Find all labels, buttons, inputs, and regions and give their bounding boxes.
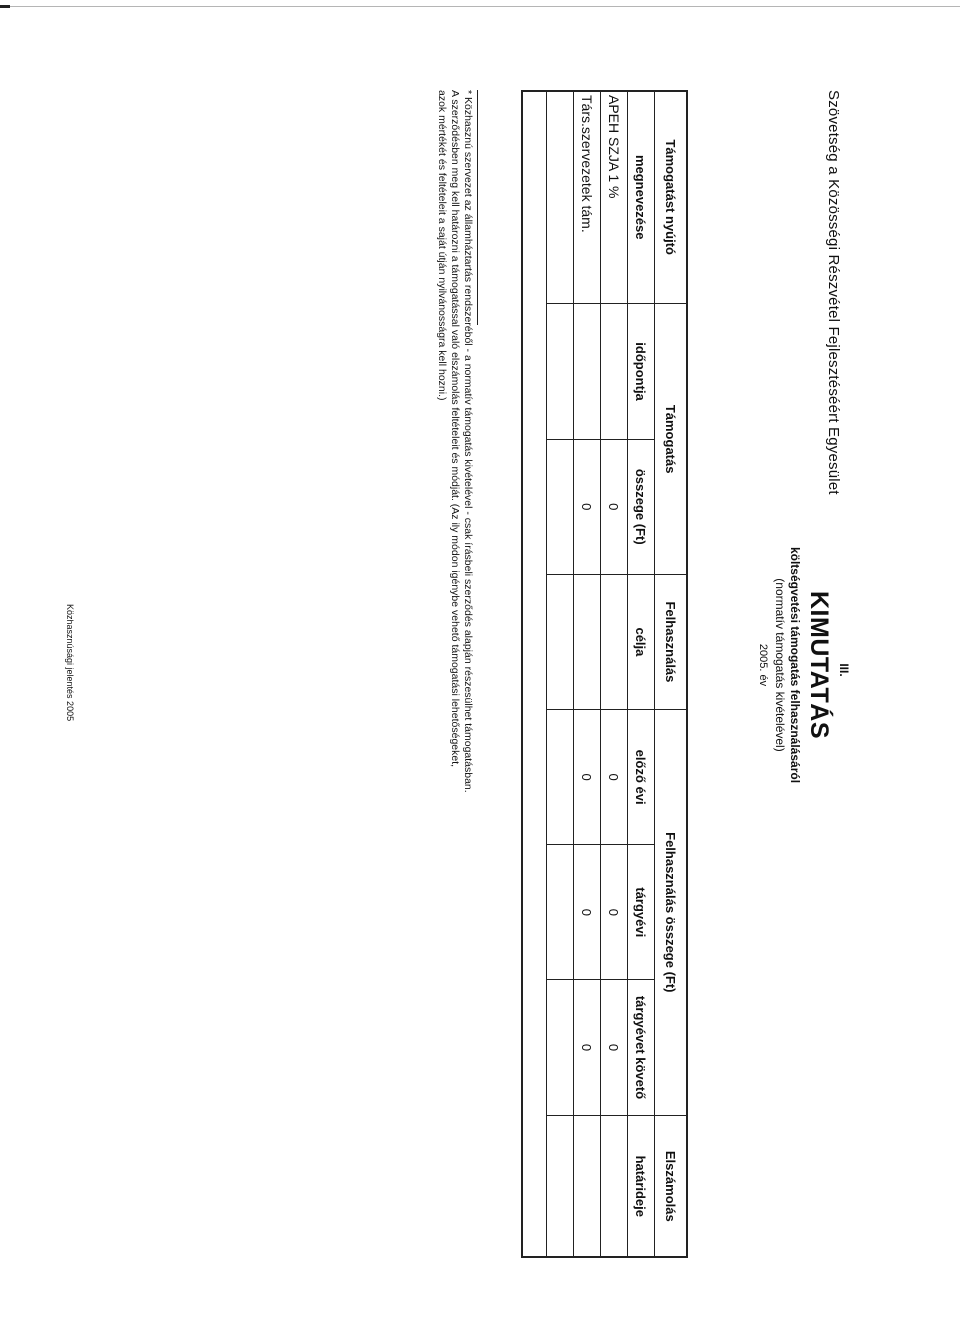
section-number: III. — [837, 663, 851, 677]
header-row-groups — [655, 91, 688, 1258]
support-table — [546, 90, 688, 1258]
header-support: Támogatás — [655, 304, 688, 574]
cell-name: APEH SZJA 1 % — [601, 91, 628, 304]
cell-amount — [547, 439, 574, 574]
cell-purpose — [574, 574, 601, 709]
subheader-current: tárgyévi — [628, 845, 655, 980]
subtitle-note: (normatív támogatás kivételével) — [773, 578, 787, 752]
page-title: KIMUTATÁS — [805, 591, 833, 739]
cell-date — [574, 304, 601, 439]
subheader-previous: előző évi — [628, 710, 655, 845]
page-footer: Közhasznúsági jelentés 2005 — [65, 604, 75, 722]
footnote-line-1: * Közhasznú szervezet az államháztartás rendszeréből - a normatív támogatás kivételével - csak írásbeli szerződés alapján részesülhet támogatásban. — [462, 90, 474, 793]
subheader-deadline: határideje — [628, 1115, 655, 1257]
footnote-separator — [477, 90, 478, 325]
cell-deadline — [547, 1115, 574, 1257]
subheader-date: időpontja — [628, 304, 655, 439]
cell-amount: 0 — [574, 439, 601, 574]
cell-date — [547, 304, 574, 439]
organization-name: Szövetség a Közösségi Részvétel Fejlesztéséért Egyesület — [825, 90, 842, 495]
table-row — [547, 91, 574, 1258]
cell-previous — [547, 710, 574, 845]
cell-following: 0 — [574, 980, 601, 1115]
cell-name — [547, 91, 574, 304]
cell-following — [547, 980, 574, 1115]
subheader-following: tárgyévet követő — [628, 980, 655, 1115]
cell-name: Társ.szervezetek tám. — [574, 91, 601, 304]
cell-amount: 0 — [601, 439, 628, 574]
cell-deadline — [574, 1115, 601, 1257]
subheader-purpose: célja — [628, 574, 655, 709]
cell-current: 0 — [574, 845, 601, 980]
header-settlement: Elszámolás — [655, 1115, 688, 1257]
cell-current: 0 — [601, 845, 628, 980]
footnote-line-2: A szerződésben meg kell határozni a támogatással való elszámolás feltételeit és módját. (Az ily módon igénybe vehető támogatási lehetőségeket, — [449, 90, 461, 768]
page-subtitle: költségvetési támogatás felhasználásáról — [788, 546, 802, 784]
cell-date — [601, 304, 628, 439]
report-year: 2005. év — [757, 643, 769, 687]
table-row — [601, 91, 628, 1258]
subheader-amount: összege (Ft) — [628, 439, 655, 574]
footnote-line-3: azok mértékét és feltételeit a saját útján nyilvánosságra kell hozni.) — [436, 90, 448, 401]
cell-deadline — [601, 1115, 628, 1257]
cell-previous: 0 — [574, 710, 601, 845]
subheader-name: megnevezése — [628, 91, 655, 304]
cell-current — [547, 845, 574, 980]
header-row-sub — [628, 91, 655, 1258]
header-usage-amount: Felhasználás összege (Ft) — [655, 710, 688, 1116]
header-usage: Felhasználás — [655, 574, 688, 709]
table-row — [574, 91, 601, 1258]
cell-previous: 0 — [601, 710, 628, 845]
header-provider: Támogatást nyújtó — [655, 91, 688, 304]
cell-purpose — [547, 574, 574, 709]
cell-purpose — [601, 574, 628, 709]
cell-following: 0 — [601, 980, 628, 1115]
